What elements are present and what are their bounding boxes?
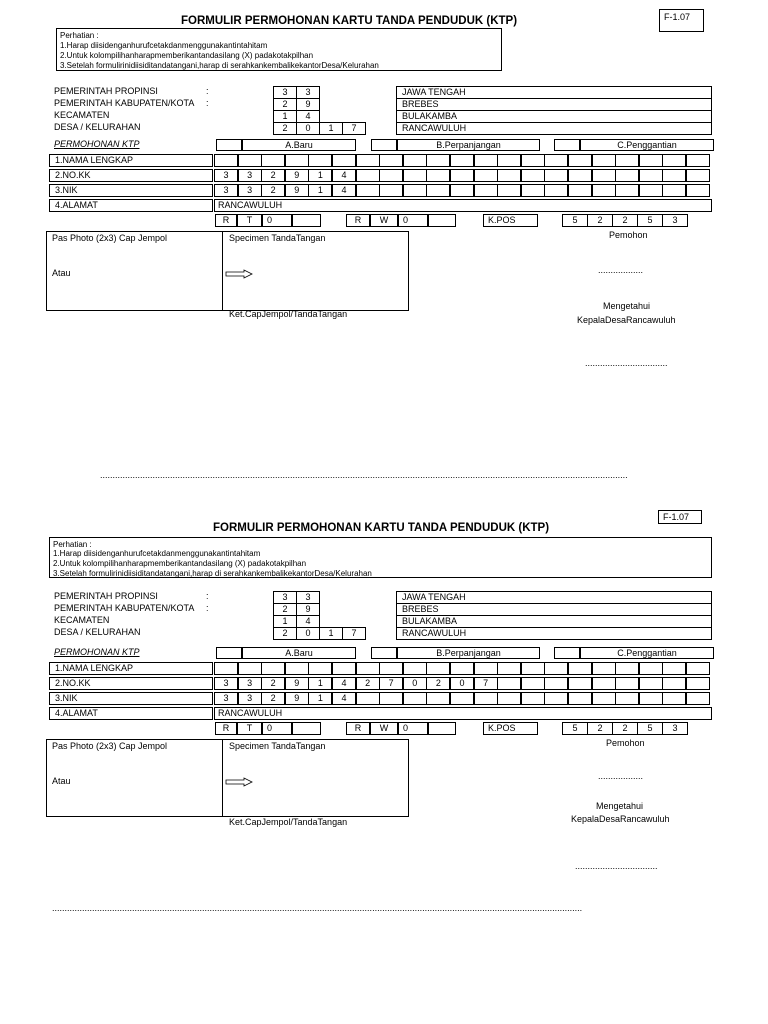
field-char-cell[interactable]: 4 <box>332 692 356 705</box>
atau-label: Atau <box>52 776 71 786</box>
ket-label: Ket.CapJempol/TandaTangan <box>229 817 348 827</box>
field-char-cell[interactable] <box>450 154 474 167</box>
field-char-cell[interactable] <box>592 184 616 197</box>
region-code-cell[interactable]: 4 <box>296 110 320 123</box>
region-code-cell[interactable]: 3 <box>296 591 320 604</box>
field-char-cell[interactable]: 4 <box>332 184 356 197</box>
field-char-cell[interactable]: 9 <box>285 692 309 705</box>
kepala-desa-label: KepalaDesaRancawuluh <box>577 315 676 325</box>
field-char-cell[interactable] <box>379 169 403 182</box>
ktp-form-top <box>0 0 768 460</box>
mengetahui-label: Mengetahui <box>603 301 651 311</box>
field-char-cell[interactable] <box>544 169 568 182</box>
region-name-cell[interactable]: BULAKAMBA <box>396 615 712 628</box>
field-char-cell[interactable] <box>662 169 686 182</box>
region-code-cell[interactable]: 1 <box>273 110 297 123</box>
field-char-cell[interactable] <box>308 154 332 167</box>
region-label: KECAMATEN <box>54 110 110 120</box>
field-char-cell[interactable]: 3 <box>238 169 262 182</box>
region-code-cell[interactable]: 0 <box>296 122 320 135</box>
field-label-alamat: 4.ALAMAT <box>49 199 213 212</box>
region-code-cell[interactable]: 2 <box>273 122 297 135</box>
permohonan-label: PERMOHONAN KTP <box>54 139 140 149</box>
rt-label-cell: T <box>237 214 262 227</box>
rw-label-cell: W <box>370 214 398 227</box>
kpos-cell[interactable]: 2 <box>587 214 613 227</box>
region-code-cell[interactable]: 1 <box>273 615 297 628</box>
field-char-cell[interactable] <box>379 154 403 167</box>
notice-heading: Perhatian : <box>53 540 92 549</box>
field-char-cell[interactable] <box>568 662 592 675</box>
notice-line-3: 3.Setelah formulirinidiisiditandatangani,harap di serahkankembalikekantorDesa/Kelurahan <box>53 569 372 578</box>
region-label: DESA / KELURAHAN <box>54 122 141 132</box>
kpos-cell[interactable]: 2 <box>612 214 638 227</box>
field-char-cell[interactable] <box>639 692 663 705</box>
notice-heading: Perhatian : <box>60 31 99 40</box>
kpos-label: K.POS <box>483 722 538 735</box>
kpos-cell[interactable]: 3 <box>662 722 688 735</box>
field-char-cell[interactable] <box>356 692 380 705</box>
field-char-cell[interactable]: 2 <box>261 184 285 197</box>
notice-box <box>56 28 502 71</box>
form-title: FORMULIR PERMOHONAN KARTU TANDA PENDUDUK (KTP) <box>181 15 518 27</box>
alamat-value[interactable]: RANCAWULUH <box>214 199 712 212</box>
field-char-cell[interactable]: 2 <box>426 677 450 690</box>
field-char-cell[interactable] <box>450 692 474 705</box>
cut-line: ................................................................................................................................................................................................................... <box>100 470 628 480</box>
field-char-cell[interactable] <box>379 184 403 197</box>
rt-value-cell[interactable]: 0 <box>262 214 292 227</box>
field-char-cell[interactable]: 0 <box>403 677 427 690</box>
specimen-label: Specimen TandaTangan <box>229 233 326 243</box>
field-char-cell[interactable] <box>639 169 663 182</box>
region-code-cell[interactable]: 1 <box>319 122 343 135</box>
region-code-cell[interactable]: 3 <box>273 86 297 99</box>
mengetahui-label: Mengetahui <box>596 801 644 811</box>
field-char-cell[interactable] <box>662 692 686 705</box>
field-char-cell[interactable] <box>474 692 498 705</box>
rt-value-cell[interactable] <box>292 214 321 227</box>
field-char-cell[interactable] <box>521 677 545 690</box>
region-name-cell[interactable]: BULAKAMBA <box>396 110 712 123</box>
region-name-cell[interactable]: BREBES <box>396 98 712 111</box>
region-label: DESA / KELURAHAN <box>54 627 141 637</box>
field-char-cell[interactable] <box>662 154 686 167</box>
field-char-cell[interactable] <box>474 662 498 675</box>
field-char-cell[interactable] <box>214 662 238 675</box>
kpos-cell[interactable]: 5 <box>637 722 663 735</box>
region-code-cell[interactable]: 9 <box>296 98 320 111</box>
kpos-label: K.POS <box>483 214 538 227</box>
field-char-cell[interactable] <box>662 677 686 690</box>
colon: : <box>206 591 209 601</box>
region-name-cell[interactable]: RANCAWULUH <box>396 122 712 135</box>
notice-line-2: 2.Untuk kolompilihanharapmemberikantandasilang (X) padakotakpilhan <box>60 51 314 60</box>
pemohon-label: Pemohon <box>606 738 645 748</box>
colon: : <box>206 603 209 613</box>
field-char-cell[interactable] <box>261 662 285 675</box>
form-code: F-1.07 <box>659 9 704 32</box>
field-char-cell[interactable]: 1 <box>308 677 332 690</box>
notice-box <box>49 537 712 578</box>
region-name-cell[interactable]: RANCAWULUH <box>396 627 712 640</box>
field-char-cell[interactable] <box>332 662 356 675</box>
kepala-signature-line: ................................. <box>575 861 658 871</box>
kpos-cell[interactable]: 2 <box>587 722 613 735</box>
field-char-cell[interactable] <box>662 184 686 197</box>
permohonan-checkbox-penggantian[interactable] <box>554 139 580 151</box>
field-char-cell[interactable] <box>356 662 380 675</box>
field-char-cell[interactable] <box>497 677 521 690</box>
field-char-cell[interactable] <box>474 184 498 197</box>
field-char-cell[interactable] <box>403 692 427 705</box>
field-char-cell[interactable] <box>592 677 616 690</box>
region-code-cell[interactable]: 0 <box>296 627 320 640</box>
region-code-cell[interactable]: 2 <box>273 603 297 616</box>
rt-value-cell[interactable]: 0 <box>262 722 292 735</box>
region-label: PEMERINTAH KABUPATEN/KOTA <box>54 98 195 108</box>
field-label-nik: 3.NIK <box>49 692 213 705</box>
field-char-cell[interactable]: 3 <box>214 169 238 182</box>
field-char-cell[interactable] <box>592 662 616 675</box>
permohonan-checkbox-baru[interactable] <box>216 139 242 151</box>
field-char-cell[interactable] <box>521 169 545 182</box>
field-char-cell[interactable]: 1 <box>308 169 332 182</box>
field-char-cell[interactable] <box>497 184 521 197</box>
field-char-cell[interactable]: 3 <box>214 677 238 690</box>
field-char-cell[interactable] <box>568 184 592 197</box>
field-char-cell[interactable] <box>568 154 592 167</box>
region-code-cell[interactable]: 7 <box>342 627 366 640</box>
pemohon-signature-line: .................. <box>598 265 644 275</box>
ktp-form-bottom <box>0 508 768 968</box>
field-char-cell[interactable] <box>379 662 403 675</box>
rw-label-cell: R <box>346 722 370 735</box>
kpos-cell[interactable]: 5 <box>637 214 663 227</box>
field-char-cell[interactable]: 2 <box>261 677 285 690</box>
permohonan-option-label: B.Perpanjangan <box>397 139 540 151</box>
field-char-cell[interactable] <box>521 662 545 675</box>
region-name-cell[interactable]: BREBES <box>396 603 712 616</box>
ket-label: Ket.CapJempol/TandaTangan <box>229 309 348 319</box>
photo-specimen-box <box>46 231 409 319</box>
field-char-cell[interactable] <box>474 169 498 182</box>
pas-photo-label: Pas Photo (2x3) Cap Jempol <box>52 741 168 751</box>
field-char-cell[interactable] <box>544 692 568 705</box>
field-char-cell[interactable]: 1 <box>308 184 332 197</box>
field-char-cell[interactable]: 9 <box>285 184 309 197</box>
field-char-cell[interactable] <box>592 692 616 705</box>
pemohon-signature-line: .................. <box>598 771 644 781</box>
field-char-cell[interactable] <box>639 184 663 197</box>
field-char-cell[interactable] <box>308 662 332 675</box>
kpos-cell[interactable]: 3 <box>662 214 688 227</box>
field-char-cell[interactable] <box>450 662 474 675</box>
kpos-cell[interactable]: 5 <box>562 214 588 227</box>
field-char-cell[interactable]: 3 <box>238 692 262 705</box>
permohonan-option-label: B.Perpanjangan <box>397 647 540 659</box>
field-char-cell[interactable] <box>214 154 238 167</box>
permohonan-option-label: C.Penggantian <box>580 139 714 151</box>
field-char-cell[interactable] <box>426 184 450 197</box>
field-label-nokk: 2.NO.KK <box>49 169 213 182</box>
field-char-cell[interactable] <box>568 169 592 182</box>
field-char-cell[interactable] <box>426 692 450 705</box>
field-char-cell[interactable] <box>332 154 356 167</box>
permohonan-checkbox-penggantian[interactable] <box>554 647 580 659</box>
field-char-cell[interactable]: 3 <box>214 184 238 197</box>
field-char-cell[interactable] <box>686 677 710 690</box>
region-code-cell[interactable]: 4 <box>296 615 320 628</box>
field-char-cell[interactable] <box>379 692 403 705</box>
field-char-cell[interactable] <box>403 169 427 182</box>
field-char-cell[interactable] <box>639 662 663 675</box>
field-char-cell[interactable]: 2 <box>261 169 285 182</box>
field-char-cell[interactable] <box>592 154 616 167</box>
kpos-cell[interactable]: 2 <box>612 722 638 735</box>
field-char-cell[interactable] <box>261 154 285 167</box>
region-code-cell[interactable]: 1 <box>319 627 343 640</box>
field-char-cell[interactable]: 7 <box>474 677 498 690</box>
field-char-cell[interactable] <box>568 692 592 705</box>
field-char-cell[interactable] <box>403 184 427 197</box>
divider <box>222 232 223 310</box>
field-label-nokk: 2.NO.KK <box>49 677 213 690</box>
permohonan-option-label: A.Baru <box>242 647 356 659</box>
rw-label-cell: R <box>346 214 370 227</box>
region-label: PEMERINTAH KABUPATEN/KOTA <box>54 603 195 613</box>
field-char-cell[interactable] <box>686 154 710 167</box>
field-char-cell[interactable] <box>615 154 639 167</box>
field-char-cell[interactable]: 9 <box>285 677 309 690</box>
region-code-cell[interactable]: 3 <box>296 86 320 99</box>
arrow-right-icon <box>225 269 253 279</box>
field-char-cell[interactable] <box>615 677 639 690</box>
rw-value-cell[interactable] <box>428 214 456 227</box>
rt-label-cell: R <box>215 722 237 735</box>
field-char-cell[interactable] <box>521 692 545 705</box>
field-label-nik: 3.NIK <box>49 184 213 197</box>
field-char-cell[interactable]: 0 <box>450 677 474 690</box>
field-char-cell[interactable]: 3 <box>238 677 262 690</box>
field-char-cell[interactable]: 2 <box>261 692 285 705</box>
field-char-cell[interactable] <box>615 184 639 197</box>
field-char-cell[interactable] <box>356 154 380 167</box>
region-code-cell[interactable]: 9 <box>296 603 320 616</box>
region-label: PEMERINTAH PROPINSI <box>54 591 158 601</box>
pemohon-label: Pemohon <box>609 230 648 240</box>
rt-value-cell[interactable] <box>292 722 321 735</box>
field-char-cell[interactable]: 2 <box>356 677 380 690</box>
field-char-cell[interactable] <box>450 184 474 197</box>
alamat-value[interactable]: RANCAWULUH <box>214 707 712 720</box>
field-char-cell[interactable] <box>238 154 262 167</box>
field-char-cell[interactable] <box>686 169 710 182</box>
field-char-cell[interactable] <box>426 154 450 167</box>
field-char-cell[interactable]: 3 <box>214 692 238 705</box>
field-char-cell[interactable] <box>426 662 450 675</box>
field-char-cell[interactable] <box>544 677 568 690</box>
field-char-cell[interactable] <box>592 169 616 182</box>
field-char-cell[interactable]: 7 <box>379 677 403 690</box>
field-char-cell[interactable] <box>426 169 450 182</box>
field-label-nama: 1.NAMA LENGKAP <box>49 662 213 675</box>
form-title: FORMULIR PERMOHONAN KARTU TANDA PENDUDUK (KTP) <box>213 522 550 534</box>
field-char-cell[interactable] <box>497 662 521 675</box>
field-char-cell[interactable]: 9 <box>285 169 309 182</box>
rw-value-cell[interactable] <box>428 722 456 735</box>
field-char-cell[interactable]: 1 <box>308 692 332 705</box>
notice-line-3: 3.Setelah formulirinidiisiditandatangani,harap di serahkankembalikekantorDesa/Kelurahan <box>60 61 379 70</box>
divider <box>222 740 223 816</box>
kpos-cell[interactable]: 5 <box>562 722 588 735</box>
region-name-cell[interactable]: JAWA TENGAH <box>396 591 712 604</box>
field-char-cell[interactable] <box>497 154 521 167</box>
field-char-cell[interactable] <box>662 662 686 675</box>
field-char-cell[interactable] <box>285 662 309 675</box>
permohonan-option-label: A.Baru <box>242 139 356 151</box>
region-label: PEMERINTAH PROPINSI <box>54 86 158 96</box>
photo-specimen-box <box>46 739 409 827</box>
atau-label: Atau <box>52 268 71 278</box>
field-char-cell[interactable] <box>615 169 639 182</box>
arrow-right-icon <box>225 777 253 787</box>
field-char-cell[interactable] <box>403 662 427 675</box>
bottom-dotted-line: .................................................................................................................................................................................................................... <box>52 903 583 913</box>
field-char-cell[interactable] <box>544 662 568 675</box>
notice-line-2: 2.Untuk kolompilihanharapmemberikantandasilang (X) padakotakpilhan <box>53 559 307 568</box>
colon: : <box>206 98 209 108</box>
field-char-cell[interactable] <box>686 692 710 705</box>
field-char-cell[interactable] <box>544 154 568 167</box>
region-name-cell[interactable]: JAWA TENGAH <box>396 86 712 99</box>
rw-value-cell[interactable]: 0 <box>398 214 428 227</box>
field-char-cell[interactable] <box>450 169 474 182</box>
field-char-cell[interactable] <box>497 169 521 182</box>
region-code-cell[interactable]: 2 <box>273 627 297 640</box>
kepala-signature-line: ................................. <box>585 358 668 368</box>
field-label-nama: 1.NAMA LENGKAP <box>49 154 213 167</box>
field-char-cell[interactable] <box>521 154 545 167</box>
specimen-label: Specimen TandaTangan <box>229 741 326 751</box>
field-char-cell[interactable] <box>568 677 592 690</box>
field-char-cell[interactable] <box>686 662 710 675</box>
permohonan-option-label: C.Penggantian <box>580 647 714 659</box>
rw-value-cell[interactable]: 0 <box>398 722 428 735</box>
field-char-cell[interactable] <box>521 184 545 197</box>
field-char-cell[interactable] <box>238 662 262 675</box>
region-code-cell[interactable]: 3 <box>273 591 297 604</box>
rt-label-cell: T <box>237 722 262 735</box>
region-label: KECAMATEN <box>54 615 110 625</box>
notice-line-1: 1.Harap diisidenganhurufcetakdanmenggunakantintahitam <box>60 41 268 50</box>
field-char-cell[interactable] <box>615 662 639 675</box>
permohonan-checkbox-perpanjangan[interactable] <box>371 139 397 151</box>
pas-photo-label: Pas Photo (2x3) Cap Jempol <box>52 233 168 243</box>
field-char-cell[interactable] <box>639 677 663 690</box>
rw-label-cell: W <box>370 722 398 735</box>
field-char-cell[interactable] <box>356 169 380 182</box>
notice-line-1: 1.Harap diisidenganhurufcetakdanmenggunakantintahitam <box>53 549 261 558</box>
field-char-cell[interactable] <box>285 154 309 167</box>
field-char-cell[interactable] <box>615 692 639 705</box>
field-char-cell[interactable] <box>497 692 521 705</box>
rt-label-cell: R <box>215 214 237 227</box>
region-code-cell[interactable]: 7 <box>342 122 366 135</box>
field-char-cell[interactable] <box>356 184 380 197</box>
field-char-cell[interactable]: 3 <box>238 184 262 197</box>
field-char-cell[interactable] <box>639 154 663 167</box>
permohonan-label: PERMOHONAN KTP <box>54 647 140 657</box>
colon: : <box>206 86 209 96</box>
kepala-desa-label: KepalaDesaRancawuluh <box>571 814 670 824</box>
field-char-cell[interactable] <box>403 154 427 167</box>
field-char-cell[interactable]: 4 <box>332 677 356 690</box>
field-char-cell[interactable] <box>544 184 568 197</box>
region-code-cell[interactable]: 2 <box>273 98 297 111</box>
field-char-cell[interactable] <box>474 154 498 167</box>
form-code: F-1.07 <box>658 510 702 524</box>
field-char-cell[interactable] <box>686 184 710 197</box>
field-label-alamat: 4.ALAMAT <box>49 707 213 720</box>
permohonan-checkbox-perpanjangan[interactable] <box>371 647 397 659</box>
field-char-cell[interactable]: 4 <box>332 169 356 182</box>
permohonan-checkbox-baru[interactable] <box>216 647 242 659</box>
